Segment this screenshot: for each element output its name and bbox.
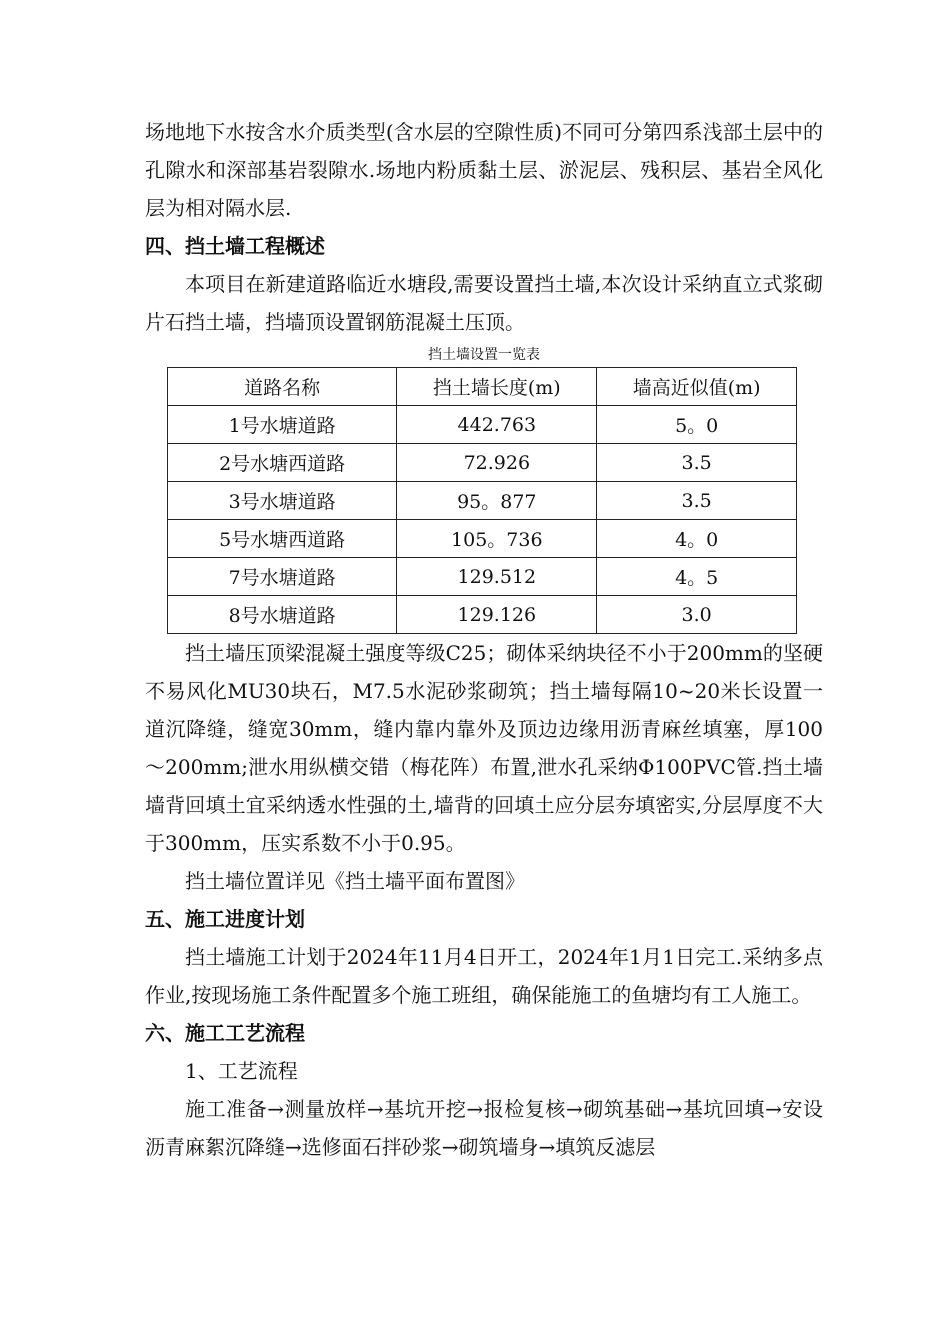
table-cell: 129.512: [397, 558, 597, 596]
table-cell: 5。0: [597, 406, 797, 444]
table-cell: 3.5: [597, 444, 797, 482]
table-row: [168, 406, 797, 444]
table-header-cell: 道路名称: [168, 368, 397, 406]
table-cell: 129.126: [397, 596, 597, 634]
table-header-cell: 挡土墙长度(m): [397, 368, 597, 406]
location-paragraph: 挡土墙位置详见《挡土墙平面布置图》: [185, 869, 525, 893]
specification-paragraph: 挡土墙压顶梁混凝土强度等级C25；砌体采纳块径不小于200mm的坚硬不易风化MU30块石，M7.5水泥砂浆砌筑；挡土墙每隔10~20米长设置一道沉降缝，缝宽30mm，缝内靠内靠外及顶边边缘用沥青麻丝填塞，厚100～200mm;泄水用纵横交错（梅花阵）布置,泄水孔采纳Φ100PVC管.挡土墙墙背回填土宜采纳透水性强的土,墙背的回填土应分层夯填密实,分层厚度不大于300mm，压实系数不小于0.95。: [145, 641, 823, 855]
table-cell: 8号水塘道路: [168, 596, 397, 634]
table-cell: 3号水塘道路: [168, 482, 397, 520]
retaining-wall-table: [167, 367, 797, 634]
table-row: [168, 596, 797, 634]
section-heading-5: 五、施工进度计划: [145, 907, 305, 931]
table-caption: 挡土墙设置一览表: [428, 347, 540, 363]
section-heading-6: 六、施工工艺流程: [145, 1021, 305, 1045]
table-row: [168, 520, 797, 558]
table-header-row: [168, 368, 797, 406]
table-cell: 2号水塘西道路: [168, 444, 397, 482]
table-header-cell: 墙高近似值(m): [597, 368, 797, 406]
table-cell: 3.0: [597, 596, 797, 634]
table-row: [168, 558, 797, 596]
table-row: [168, 444, 797, 482]
section-heading-4: 四、挡土墙工程概述: [145, 234, 325, 258]
document-body: [145, 113, 823, 1166]
table-cell: 95。877: [397, 482, 597, 520]
table-row: [168, 482, 797, 520]
table-cell: 4。5: [597, 558, 797, 596]
schedule-paragraph: 挡土墙施工计划于2024年11月4日开工，2024年1月1日完工.采纳多点作业,按现场施工条件配置多个施工班组，确保能施工的鱼塘均有工人施工。: [145, 945, 823, 1007]
process-flow-paragraph: 施工准备→测量放样→基坑开挖→报检复核→砌筑基础→基坑回填→安设沥青麻絮沉降缝→选修面石拌砂浆→砌筑墙身→填筑反滤层: [145, 1097, 823, 1159]
table-cell: 5号水塘西道路: [168, 520, 397, 558]
table-cell: 442.763: [397, 406, 597, 444]
groundwater-paragraph: 场地地下水按含水介质类型(含水层的空隙性质)不同可分第四系浅部土层中的孔隙水和深部基岩裂隙水.场地内粉质黏土层、淤泥层、残积层、基岩全风化层为相对隔水层.: [145, 120, 823, 220]
table-cell: 105。736: [397, 520, 597, 558]
table-cell: 3.5: [597, 482, 797, 520]
table-cell: 4。0: [597, 520, 797, 558]
table-cell: 72.926: [397, 444, 597, 482]
table-cell: 1号水塘道路: [168, 406, 397, 444]
table-cell: 7号水塘道路: [168, 558, 397, 596]
overview-paragraph: 本项目在新建道路临近水塘段,需要设置挡土墙,本次设计采纳直立式浆砌片石挡土墙，挡墙顶设置钢筋混凝土压顶。: [145, 272, 823, 334]
subheading-process: 1、工艺流程: [185, 1059, 298, 1083]
